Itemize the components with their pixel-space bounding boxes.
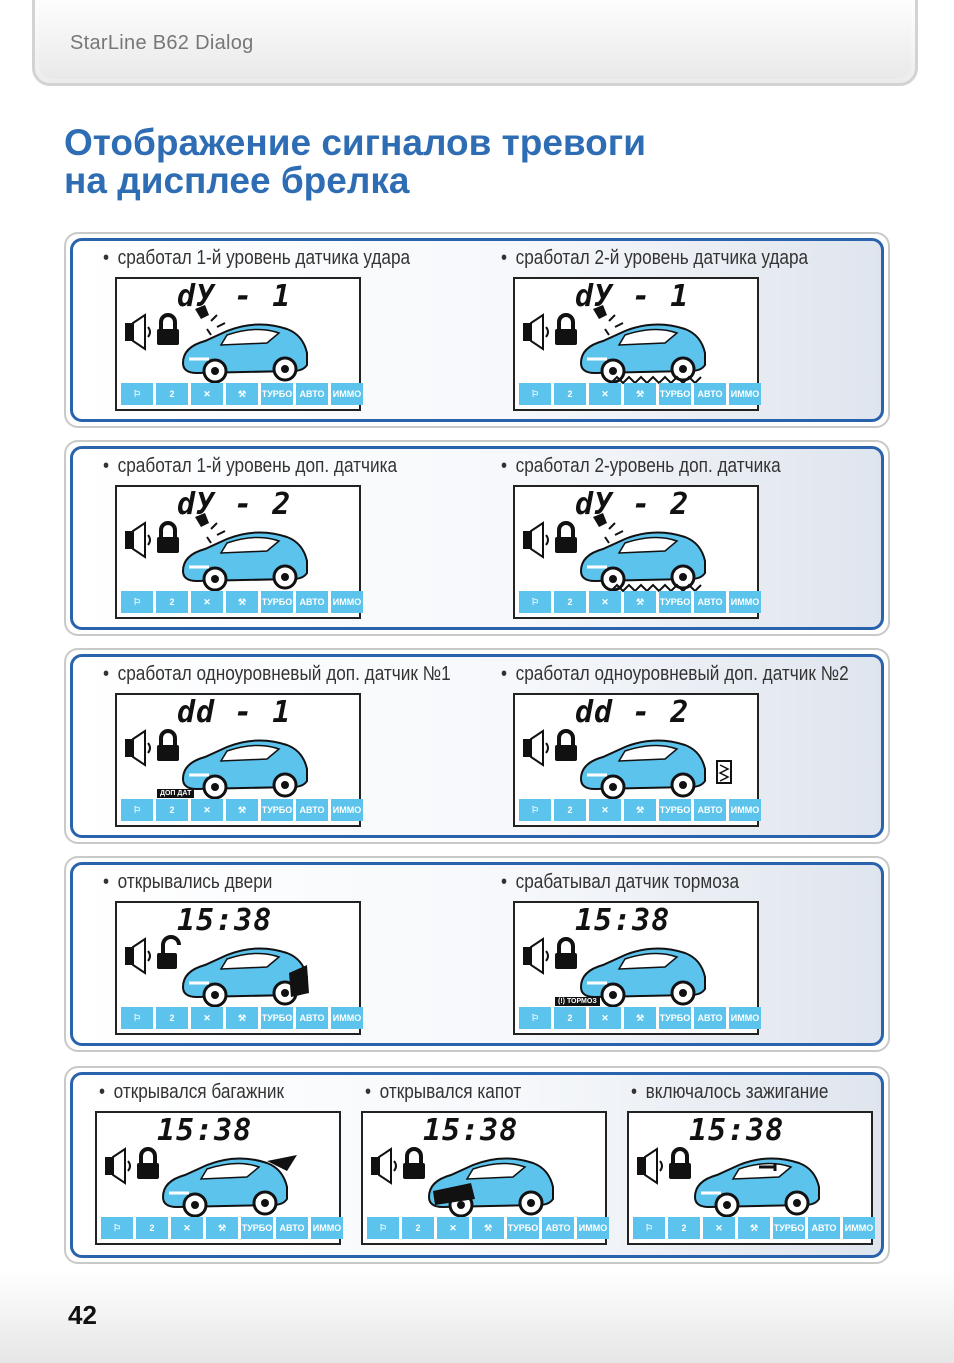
car-icon: [163, 1158, 287, 1216]
cross-icon: ✕: [589, 1007, 621, 1029]
car-icon: [429, 1158, 553, 1216]
lock-icon: [157, 523, 179, 553]
channel-2-icon: 2: [156, 799, 188, 821]
mode-label: ИММО: [331, 383, 363, 405]
lcd-readout: 15:38: [575, 903, 671, 938]
mode-label: АВТО: [296, 591, 328, 613]
alarm-caption: • сработал одноуровневый доп. датчик №1: [103, 663, 451, 686]
lcd-screen: [115, 485, 361, 619]
alarm-caption: • включалось зажигание: [631, 1081, 828, 1104]
lock-icon: [669, 1149, 691, 1179]
alarm-panel: [64, 856, 890, 1052]
lcd-readout: dd - 2: [575, 695, 690, 730]
cross-icon: ✕: [703, 1217, 735, 1239]
cross-icon: ✕: [171, 1217, 203, 1239]
lcd-readout: 15:38: [689, 1113, 785, 1148]
trigger-icon: ⚐: [121, 591, 153, 613]
mode-icon-row: [101, 1217, 343, 1239]
mode-icon-row: [519, 383, 761, 405]
trigger-icon: ⚐: [519, 1007, 551, 1029]
mode-label: АВТО: [296, 799, 328, 821]
header-brand: StarLine B62 Dialog: [70, 32, 254, 54]
alarm-caption: • открывался багажник: [99, 1081, 284, 1104]
lcd-screen: [513, 277, 759, 411]
wrench-icon: ⚒: [624, 383, 656, 405]
channel-2-icon: 2: [156, 1007, 188, 1029]
wrench-icon: ⚒: [226, 799, 258, 821]
alarm-caption: • срабатывал датчик тормоза: [501, 871, 739, 894]
lock-icon: [157, 315, 179, 345]
mode-label: АВТО: [808, 1217, 840, 1239]
mode-label: АВТО: [694, 1007, 726, 1029]
alarm-caption: • открывались двери: [103, 871, 272, 894]
alarm-panel: [64, 648, 890, 844]
lock-icon: [555, 939, 577, 969]
car-icon: [183, 324, 307, 382]
lcd-readout: dУ - 1: [177, 279, 292, 314]
wrench-icon: ⚒: [624, 591, 656, 613]
lcd-readout: dУ - 2: [575, 487, 690, 522]
alarm-panel: [64, 440, 890, 636]
wrench-icon: ⚒: [206, 1217, 238, 1239]
mode-label: ИММО: [577, 1217, 609, 1239]
cross-icon: ✕: [191, 383, 223, 405]
cross-icon: ✕: [589, 799, 621, 821]
wrench-icon: ⚒: [624, 799, 656, 821]
alarm-caption: • открывался капот: [365, 1081, 521, 1104]
lcd-screen: [627, 1111, 873, 1245]
car-icon: [581, 740, 705, 798]
cross-icon: ✕: [589, 591, 621, 613]
channel-2-icon: 2: [402, 1217, 434, 1239]
channel-2-icon: 2: [554, 591, 586, 613]
lcd-readout: 15:38: [157, 1113, 253, 1148]
car-icon: [695, 1158, 819, 1216]
wrench-icon: ⚒: [738, 1217, 770, 1239]
lcd-screen: [513, 901, 759, 1035]
mode-label: ТУРБО: [261, 591, 293, 613]
mode-label: ИММО: [729, 1007, 761, 1029]
channel-2-icon: 2: [554, 383, 586, 405]
channel-2-icon: 2: [156, 591, 188, 613]
alarm-panel: [64, 232, 890, 428]
mode-label: ИММО: [331, 591, 363, 613]
siren-icon: [523, 315, 548, 349]
wrench-icon: ⚒: [226, 1007, 258, 1029]
mode-label: ТУРБО: [659, 799, 691, 821]
indicator-label: (!) ТОРМОЗ: [555, 997, 600, 1006]
siren-icon: [371, 1149, 396, 1183]
mode-icon-row: [519, 799, 761, 821]
lcd-readout: 15:38: [177, 903, 273, 938]
trigger-icon: ⚐: [519, 591, 551, 613]
trigger-icon: ⚐: [121, 1007, 153, 1029]
mode-label: ИММО: [843, 1217, 875, 1239]
mode-label: ИММО: [331, 1007, 363, 1029]
alarm-panel: [64, 1066, 890, 1264]
mode-icon-row: [121, 1007, 363, 1029]
lcd-readout: dУ - 2: [177, 487, 292, 522]
car-icon: [183, 948, 307, 1006]
channel-2-icon: 2: [156, 383, 188, 405]
car-icon: [581, 532, 705, 590]
channel-2-icon: 2: [668, 1217, 700, 1239]
trigger-icon: ⚐: [519, 799, 551, 821]
siren-icon: [125, 939, 150, 973]
trigger-icon: ⚐: [367, 1217, 399, 1239]
mode-label: ИММО: [331, 799, 363, 821]
siren-icon: [637, 1149, 662, 1183]
page-number: 42: [68, 1300, 97, 1330]
alarm-caption: • сработал 2-уровень доп. датчика: [501, 455, 781, 478]
trigger-icon: ⚐: [121, 383, 153, 405]
wrench-icon: ⚒: [226, 383, 258, 405]
mode-label: АВТО: [296, 1007, 328, 1029]
siren-icon: [523, 523, 548, 557]
wrench-icon: ⚒: [624, 1007, 656, 1029]
alarm-caption: • сработал 1-й уровень датчика удара: [103, 247, 410, 270]
mode-label: АВТО: [542, 1217, 574, 1239]
mode-label: АВТО: [694, 591, 726, 613]
mode-label: ТУРБО: [659, 591, 691, 613]
mode-label: ТУРБО: [261, 799, 293, 821]
siren-icon: [105, 1149, 130, 1183]
channel-2-icon: 2: [554, 799, 586, 821]
mode-label: ТУРБО: [659, 383, 691, 405]
trigger-icon: ⚐: [633, 1217, 665, 1239]
mode-label: ТУРБО: [261, 383, 293, 405]
siren-icon: [523, 731, 548, 765]
mode-label: ИММО: [729, 591, 761, 613]
title-line-2: на дисплее брелка: [64, 160, 410, 201]
lock-icon: [137, 1149, 159, 1179]
lock-icon: [555, 523, 577, 553]
siren-icon: [125, 731, 150, 765]
mode-icon-row: [121, 383, 363, 405]
wrench-icon: ⚒: [472, 1217, 504, 1239]
cross-icon: ✕: [191, 799, 223, 821]
lcd-screen: [95, 1111, 341, 1245]
mode-label: ИММО: [311, 1217, 343, 1239]
car-icon: [183, 740, 307, 798]
alarm-caption: • сработал 2-й уровень датчика удара: [501, 247, 808, 270]
lcd-readout: dd - 1: [177, 695, 292, 730]
cross-icon: ✕: [191, 1007, 223, 1029]
lcd-screen: [361, 1111, 607, 1245]
cross-icon: ✕: [191, 591, 223, 613]
mode-label: ИММО: [729, 799, 761, 821]
mode-icon-row: [633, 1217, 875, 1239]
mode-label: ТУРБО: [773, 1217, 805, 1239]
lock-icon: [157, 731, 179, 761]
lock-icon: [403, 1149, 425, 1179]
trigger-icon: ⚐: [121, 799, 153, 821]
lock-open-icon: [157, 937, 179, 969]
page-title: [64, 124, 646, 200]
lcd-screen: [115, 693, 361, 827]
car-icon: [183, 532, 307, 590]
mode-label: ТУРБО: [241, 1217, 273, 1239]
cross-icon: ✕: [437, 1217, 469, 1239]
siren-icon: [523, 939, 548, 973]
lcd-readout: 15:38: [423, 1113, 519, 1148]
lcd-screen: [115, 901, 361, 1035]
cross-icon: ✕: [589, 383, 621, 405]
mode-icon-row: [367, 1217, 609, 1239]
channel-2-icon: 2: [554, 1007, 586, 1029]
lcd-screen: [115, 277, 361, 411]
mode-icon-row: [519, 1007, 761, 1029]
mode-label: ТУРБО: [659, 1007, 691, 1029]
mode-label: АВТО: [296, 383, 328, 405]
car-icon: [581, 324, 705, 382]
lcd-screen: [513, 693, 759, 827]
mode-label: ТУРБО: [507, 1217, 539, 1239]
mode-icon-row: [121, 591, 363, 613]
mode-label: АВТО: [694, 799, 726, 821]
wrench-icon: ⚒: [226, 591, 258, 613]
sensor-icon: [717, 761, 731, 783]
trigger-icon: ⚐: [519, 383, 551, 405]
lock-icon: [555, 315, 577, 345]
alarm-caption: • сработал одноуровневый доп. датчик №2: [501, 663, 849, 686]
mode-icon-row: [519, 591, 761, 613]
siren-icon: [125, 523, 150, 557]
alarm-caption: • сработал 1-й уровень доп. датчика: [103, 455, 397, 478]
siren-icon: [125, 315, 150, 349]
lock-icon: [555, 731, 577, 761]
indicator-label: ДОП ДАТ: [157, 789, 194, 798]
mode-label: АВТО: [694, 383, 726, 405]
footer-background: [0, 1270, 954, 1363]
trigger-icon: ⚐: [101, 1217, 133, 1239]
title-line-1: Отображение сигналов тревоги: [64, 122, 646, 163]
channel-2-icon: 2: [136, 1217, 168, 1239]
mode-label: ИММО: [729, 383, 761, 405]
mode-icon-row: [121, 799, 363, 821]
lcd-screen: [513, 485, 759, 619]
mode-label: АВТО: [276, 1217, 308, 1239]
lcd-readout: dУ - 1: [575, 279, 690, 314]
mode-label: ТУРБО: [261, 1007, 293, 1029]
